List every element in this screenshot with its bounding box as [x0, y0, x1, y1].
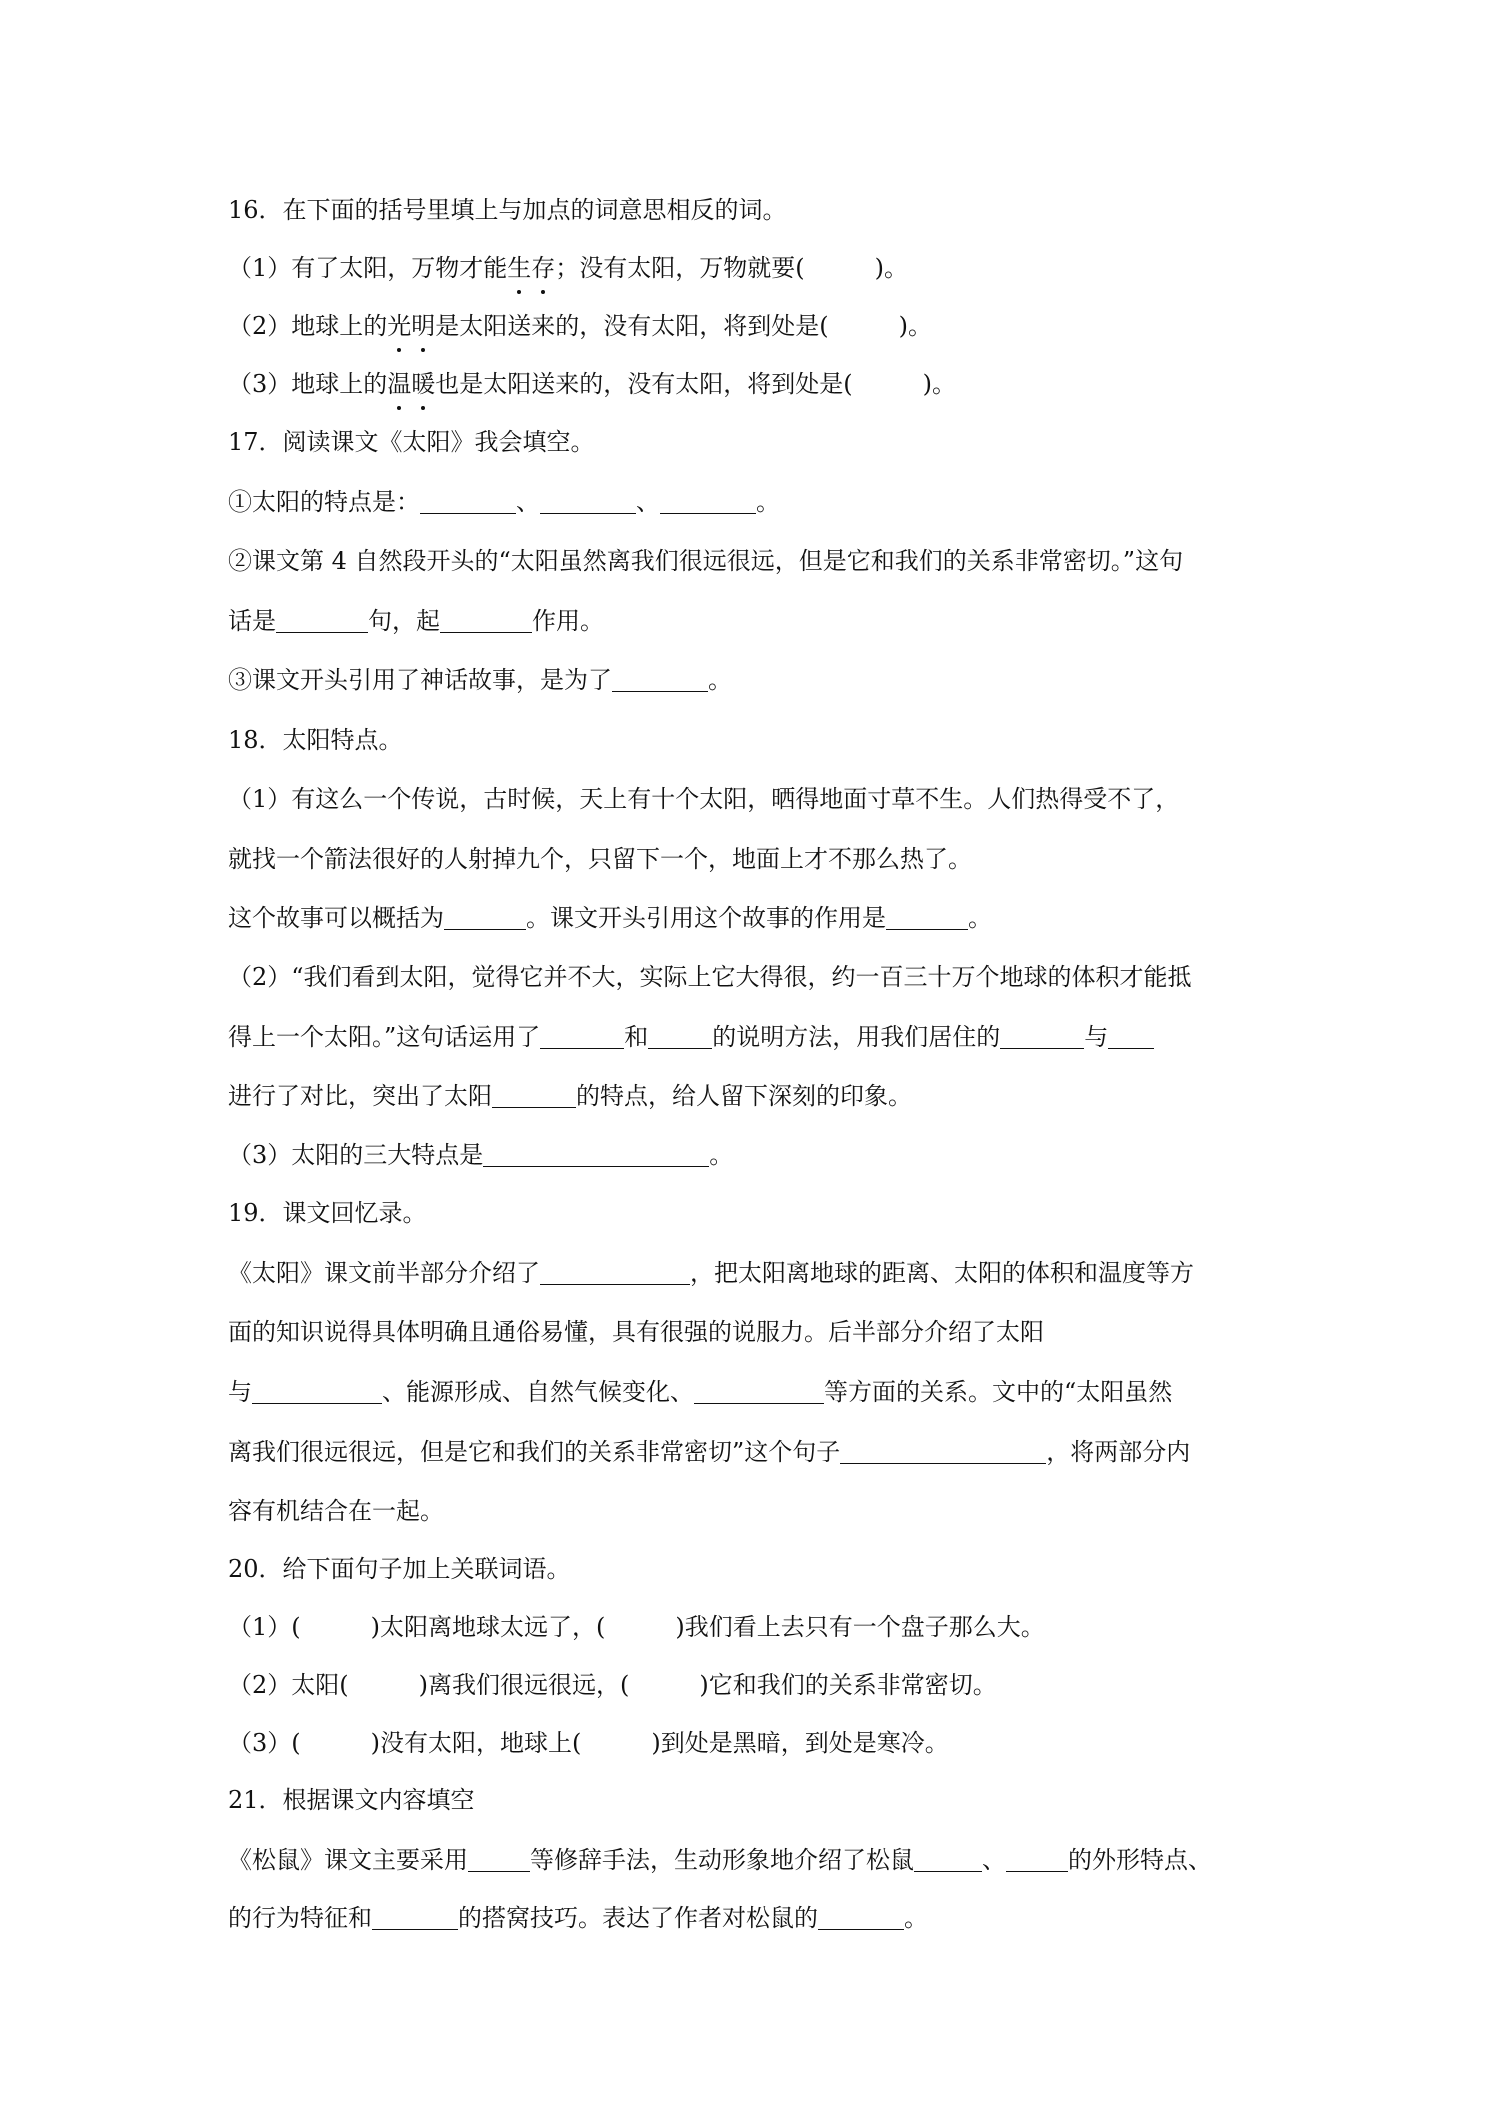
- answer-blank[interactable]: [1006, 1847, 1068, 1872]
- answer-blank[interactable]: [540, 489, 636, 514]
- q18-part-2-line-3: 进行了对比，突出了太阳 的特点，给人留下深刻的印象。: [228, 1082, 912, 1110]
- answer-blank[interactable]: [648, 1024, 712, 1049]
- q18-part-1-line-2: 就找一个箭法很好的人射掉九个，只留下一个，地面上才不那么热了。: [228, 845, 972, 873]
- emphasis-dot-char: 光: [387, 309, 411, 343]
- q16-sentence-1: （1）有了太阳，万物才能生存；没有太阳，万物就要( )。: [228, 251, 908, 285]
- emphasis-dot-char: 温: [387, 367, 411, 401]
- q17-item-3: ③课文开头引用了神话故事，是为了 。: [228, 666, 732, 694]
- emphasis-dot-char: 暖: [411, 367, 435, 401]
- answer-blank[interactable]: [818, 1905, 904, 1930]
- q20-title: 20．给下面句子加上关联词语。: [228, 1555, 571, 1583]
- q18-part-1-line-1: （1）有这么一个传说，古时候，天上有十个太阳，晒得地面寸草不生。人们热得受不了，: [228, 785, 1180, 813]
- q19-line-3: 与 、能源形成、自然气候变化、 等方面的关系。文中的“太阳虽然: [228, 1378, 1173, 1406]
- q20-sentence-2: （2）太阳( )离我们很远很远，( )它和我们的关系非常密切。: [228, 1671, 997, 1699]
- answer-blank[interactable]: [660, 489, 756, 514]
- answer-blank[interactable]: [468, 1847, 530, 1872]
- q18-part-3: （3）太阳的三大特点是 。: [228, 1141, 734, 1169]
- answer-blank[interactable]: [440, 608, 532, 633]
- q17-item-2-line-2: 话是 句，起 作用。: [228, 607, 604, 635]
- q19-title: 19．课文回忆录。: [228, 1199, 427, 1227]
- answer-blank[interactable]: [1108, 1024, 1154, 1049]
- answer-blank[interactable]: [492, 1083, 576, 1108]
- q21-title: 21．根据课文内容填空: [228, 1786, 475, 1814]
- answer-blank[interactable]: [886, 905, 968, 930]
- answer-blank[interactable]: [1000, 1024, 1084, 1049]
- q20-sentence-3: （3）( )没有太阳，地球上( )到处是黑暗，到处是寒冷。: [228, 1729, 949, 1757]
- answer-blank[interactable]: [612, 667, 708, 692]
- q20-sentence-1: （1）( )太阳离地球太远了，( )我们看上去只有一个盘子那么大。: [228, 1613, 1045, 1641]
- answer-blank[interactable]: [483, 1142, 709, 1167]
- q18-part-2-line-2: 得上一个太阳。”这句话运用了 和 的说明方法，用我们居住的 与: [228, 1020, 1154, 1054]
- q18-part-2-line-1: （2）“我们看到太阳，觉得它并不大，实际上它大得很，约一百三十万个地球的体积才能抵: [228, 963, 1192, 991]
- answer-blank[interactable]: [420, 489, 516, 514]
- answer-blank[interactable]: [914, 1847, 982, 1872]
- q16-sentence-3: （3）地球上的温暖也是太阳送来的，没有太阳，将到处是( )。: [228, 367, 956, 401]
- q19-line-2: 面的知识说得具体明确且通俗易懂，具有很强的说服力。后半部分介绍了太阳: [228, 1318, 1044, 1346]
- emphasis-dot-char: 生: [507, 251, 531, 285]
- answer-blank[interactable]: [540, 1024, 624, 1049]
- q17-title: 17．阅读课文《太阳》我会填空。: [228, 428, 595, 456]
- answer-blank[interactable]: [540, 1260, 690, 1285]
- q16-sentence-2: （2）地球上的光明是太阳送来的，没有太阳，将到处是( )。: [228, 309, 932, 343]
- q18-title: 18．太阳特点。: [228, 726, 403, 754]
- q19-line-1: 《太阳》课文前半部分介绍了 ，把太阳离地球的距离、太阳的体积和温度等方: [228, 1259, 1194, 1287]
- q21-line-2: 的行为特征和 的搭窝技巧。表达了作者对松鼠的 。: [228, 1904, 928, 1932]
- q19-line-4: 离我们很远很远，但是它和我们的关系非常密切”这个句子 ，将两部分内: [228, 1438, 1191, 1466]
- emphasis-dot-char: 明: [411, 309, 435, 343]
- answer-blank[interactable]: [694, 1379, 824, 1404]
- emphasis-dot-char: 存: [531, 251, 555, 285]
- q19-line-5: 容有机结合在一起。: [228, 1497, 444, 1525]
- answer-blank[interactable]: [276, 608, 368, 633]
- answer-blank[interactable]: [372, 1905, 458, 1930]
- q16-title: 16．在下面的括号里填上与加点的词意思相反的词。: [228, 196, 787, 224]
- answer-blank[interactable]: [444, 905, 526, 930]
- q21-line-1: 《松鼠》课文主要采用 等修辞手法，生动形象地介绍了松鼠 、 的外形特点、: [228, 1846, 1212, 1874]
- q18-part-1-line-3: 这个故事可以概括为 。课文开头引用这个故事的作用是 。: [228, 904, 992, 932]
- answer-blank[interactable]: [252, 1379, 382, 1404]
- q17-item-1: ①太阳的特点是： 、 、 。: [228, 488, 780, 516]
- answer-blank[interactable]: [840, 1439, 1046, 1464]
- q17-item-2-line-1: ②课文第 4 自然段开头的“太阳虽然离我们很远很远，但是它和我们的关系非常密切。”这句: [228, 547, 1184, 575]
